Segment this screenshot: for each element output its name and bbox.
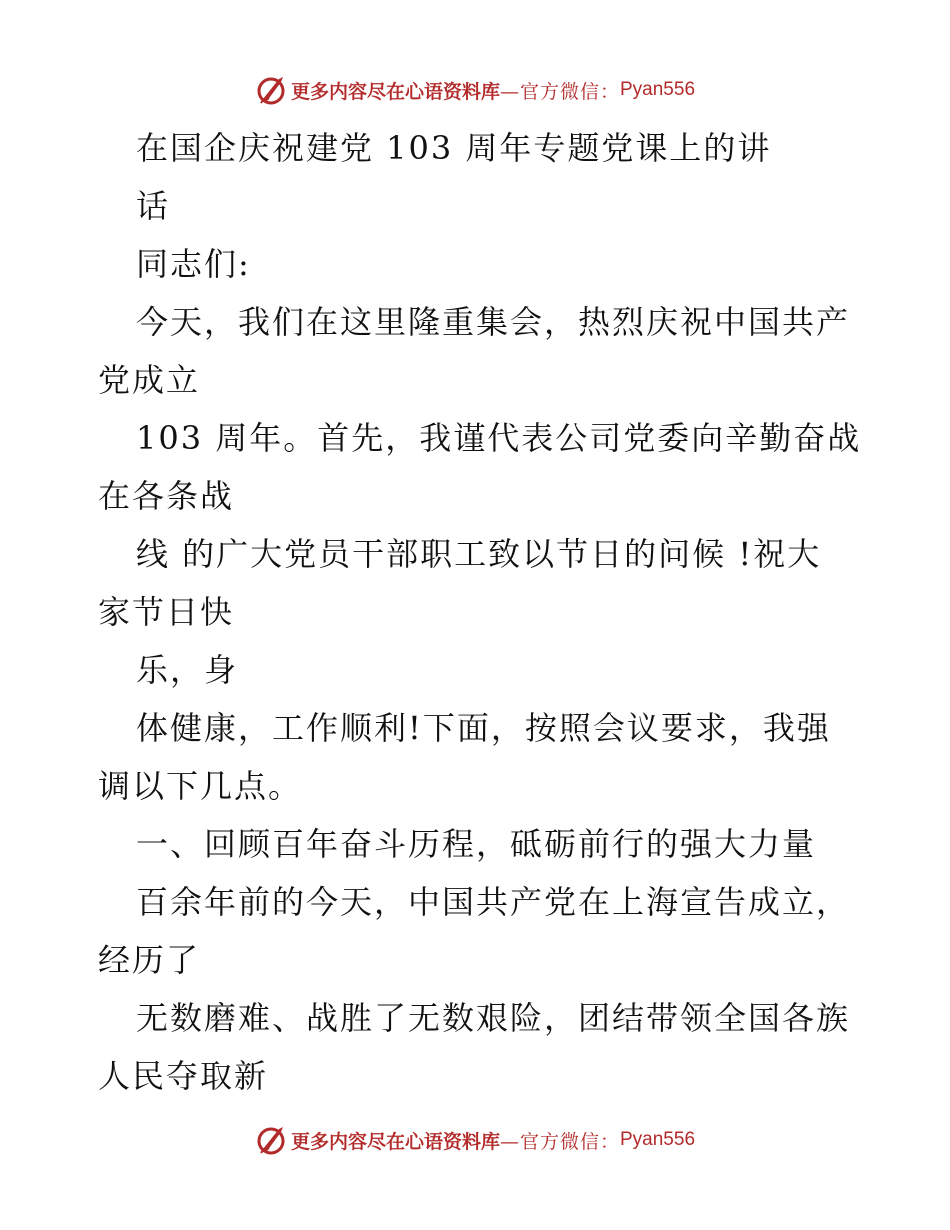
paragraph-line: 乐，身 — [136, 651, 239, 689]
watermark-title: 更多内容尽在心语资料库 — [290, 1130, 500, 1153]
header-watermark — [0, 70, 950, 110]
paragraph-line: 今天，我们在这里隆重集会，热烈庆祝中国共产 — [136, 303, 851, 341]
quill-logo-icon — [255, 1123, 289, 1157]
paragraph-line: 家节日快 — [98, 593, 235, 631]
paragraph-line: 百余年前的今天，中国共产党在上海宣告成立， — [136, 883, 851, 921]
section-heading: 一、回顾百年奋斗历程，砥砺前行的强大力量 — [136, 825, 817, 863]
paragraph-line: 体健康，工作顺利!下面，按照会议要求，我强 — [136, 709, 831, 747]
quill-logo-icon — [255, 73, 289, 107]
paragraph-line: 无数磨难、战胜了无数艰险，团结带领全国各族 — [136, 999, 851, 1037]
paragraph-line: 经历了 — [98, 941, 201, 979]
watermark-wechat-label: —官方微信： — [499, 80, 620, 103]
paragraph-line: 调以下几点。 — [98, 767, 303, 805]
paragraph-line: 在各条战 — [98, 477, 235, 515]
document-title-line-1: 在国企庆祝建党 103 周年专题党课上的讲 — [136, 129, 772, 167]
paragraph-line: 党成立 — [98, 361, 201, 399]
paragraph-line: 线 的广大党员干部职工致以节日的问候 !祝大 — [136, 535, 822, 573]
watermark-wechat-id: Pyan556 — [620, 1129, 696, 1150]
paragraph-line: 103 周年。首先，我谨代表公司党委向辛勤奋战 — [136, 419, 862, 457]
watermark-title: 更多内容尽在心语资料库 — [290, 80, 500, 103]
paragraph-line: 人民夺取新 — [98, 1057, 269, 1095]
watermark-wechat-label: —官方微信： — [499, 1130, 620, 1153]
watermark-wechat-id: Pyan556 — [620, 79, 696, 100]
footer-watermark — [0, 1120, 950, 1160]
salutation: 同志们: — [136, 245, 251, 283]
document-title-line-2: 话 — [136, 187, 171, 225]
